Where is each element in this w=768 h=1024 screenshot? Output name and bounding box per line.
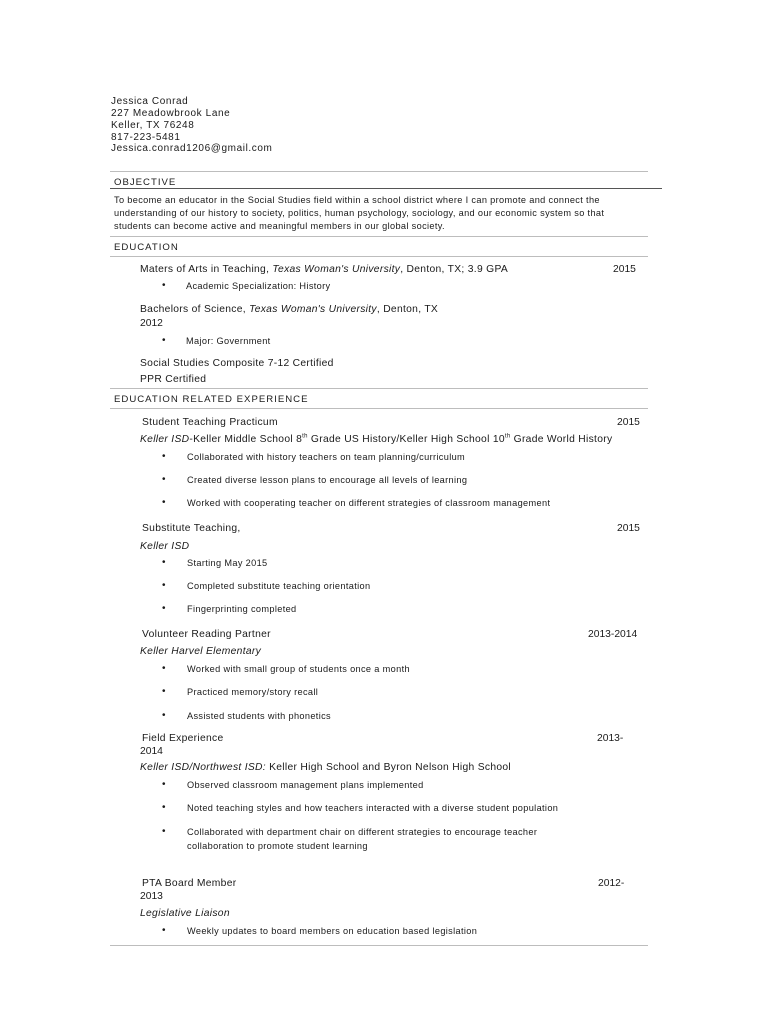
bachelors-location: , Denton, TX xyxy=(376,304,439,315)
contact-city: Keller, TX 76248 xyxy=(111,120,195,131)
objective-heading: OBJECTIVE xyxy=(114,177,177,188)
bullet-icon: • xyxy=(162,826,166,837)
divider xyxy=(110,236,648,237)
org-desc: -Keller Middle School 8 xyxy=(189,434,303,445)
reading-title: Volunteer Reading Partner xyxy=(142,629,271,640)
list-item: Worked with cooperating teacher on different strategies of classroom management xyxy=(187,498,551,508)
masters-specialization: Academic Specialization: History xyxy=(186,281,331,291)
bullet-icon: • xyxy=(162,663,166,674)
list-item: Weekly updates to board members on education based legislation xyxy=(187,926,478,936)
list-item: Collaborated with history teachers on team planning/curriculum xyxy=(187,452,466,462)
list-item: Worked with small group of students once a month xyxy=(187,664,410,674)
contact-email: Jessica.conrad1206@gmail.com xyxy=(111,143,273,154)
student-teaching-org xyxy=(140,434,612,445)
masters-degree: Maters of Arts in Teaching, xyxy=(140,264,273,275)
divider xyxy=(110,188,662,189)
list-item: Starting May 2015 xyxy=(187,558,268,568)
divider xyxy=(110,388,648,389)
org-desc: Grade World History xyxy=(510,434,613,445)
list-item: Fingerprinting completed xyxy=(187,604,297,614)
bullet-icon: • xyxy=(162,451,166,462)
bullet-icon: • xyxy=(162,474,166,485)
list-item: Completed substitute teaching orientation xyxy=(187,581,371,591)
bachelors-major: Major: Government xyxy=(186,336,271,346)
substitute-year: 2015 xyxy=(617,523,640,534)
certification: Social Studies Composite 7-12 Certified xyxy=(140,358,334,369)
bachelors-line xyxy=(140,304,438,315)
bullet-icon: • xyxy=(162,603,166,614)
bachelors-degree: Bachelors of Science, xyxy=(140,304,250,315)
bullet-icon: • xyxy=(162,497,166,508)
field-org xyxy=(140,762,511,773)
list-item: Noted teaching styles and how teachers interacted with a diverse student population xyxy=(187,803,559,813)
pta-year: 2012- xyxy=(598,878,625,889)
list-item-continued: collaboration to promote student learning xyxy=(187,841,368,851)
contact-phone: 817-223-5481 xyxy=(111,132,181,143)
field-year: 2013- xyxy=(597,733,624,744)
list-item: Assisted students with phonetics xyxy=(187,711,331,721)
list-item: Created diverse lesson plans to encourage all levels of learning xyxy=(187,475,468,485)
bachelors-school: Texas Woman's University xyxy=(249,304,377,315)
divider xyxy=(110,408,648,409)
masters-school: Texas Woman's University xyxy=(272,264,401,275)
pta-title: PTA Board Member xyxy=(142,878,237,889)
list-item: Practiced memory/story recall xyxy=(187,687,319,697)
pta-year-end: 2013 xyxy=(140,891,163,902)
ordinal-suffix: th xyxy=(504,433,511,440)
divider xyxy=(110,171,648,172)
substitute-title: Substitute Teaching, xyxy=(142,523,241,534)
bullet-icon: • xyxy=(162,335,166,346)
bullet-icon: • xyxy=(162,802,166,813)
field-title: Field Experience xyxy=(142,733,224,744)
substitute-org: Keller ISD xyxy=(140,541,190,552)
ordinal-suffix: th xyxy=(302,433,308,440)
reading-org: Keller Harvel Elementary xyxy=(140,646,262,657)
bullet-icon: • xyxy=(162,280,166,291)
field-year-end: 2014 xyxy=(140,746,163,757)
bachelors-year: 2012 xyxy=(140,318,163,329)
bullet-icon: • xyxy=(162,580,166,591)
bullet-icon: • xyxy=(162,779,166,790)
student-teaching-title: Student Teaching Practicum xyxy=(142,417,278,428)
bullet-icon: • xyxy=(162,557,166,568)
pta-org: Legislative Liaison xyxy=(140,908,230,919)
list-item: Observed classroom management plans implemented xyxy=(187,780,424,790)
bullet-icon: • xyxy=(162,686,166,697)
list-item: Collaborated with department chair on different strategies to encourage teacher xyxy=(187,827,538,837)
masters-line xyxy=(140,264,508,275)
org-desc: Keller High School and Byron Nelson High School xyxy=(265,762,512,773)
org-name: Keller ISD/Northwest ISD: xyxy=(140,762,266,773)
reading-year: 2013-2014 xyxy=(588,629,638,640)
contact-street: 227 Meadowbrook Lane xyxy=(111,108,231,119)
education-heading: EDUCATION xyxy=(114,242,179,253)
student-teaching-year: 2015 xyxy=(617,417,640,428)
divider xyxy=(110,945,648,946)
experience-heading: EDUCATION RELATED EXPERIENCE xyxy=(114,394,309,405)
org-name: Keller ISD xyxy=(140,434,190,445)
bullet-icon: • xyxy=(162,710,166,721)
masters-year: 2015 xyxy=(613,264,636,275)
bullet-icon: • xyxy=(162,925,166,936)
certification: PPR Certified xyxy=(140,374,207,385)
divider xyxy=(110,256,648,257)
masters-location: , Denton, TX; 3.9 GPA xyxy=(400,264,509,275)
org-desc: Grade US History/Keller High School 10 xyxy=(307,434,505,445)
objective-text: To become an educator in the Social Studies field within a school district where I can promote and connect the understanding of our history to society, politics, human psychology, sociology, and our economic system so that students can become active and meaningful members in our global society. xyxy=(114,195,605,231)
contact-name: Jessica Conrad xyxy=(111,96,189,107)
